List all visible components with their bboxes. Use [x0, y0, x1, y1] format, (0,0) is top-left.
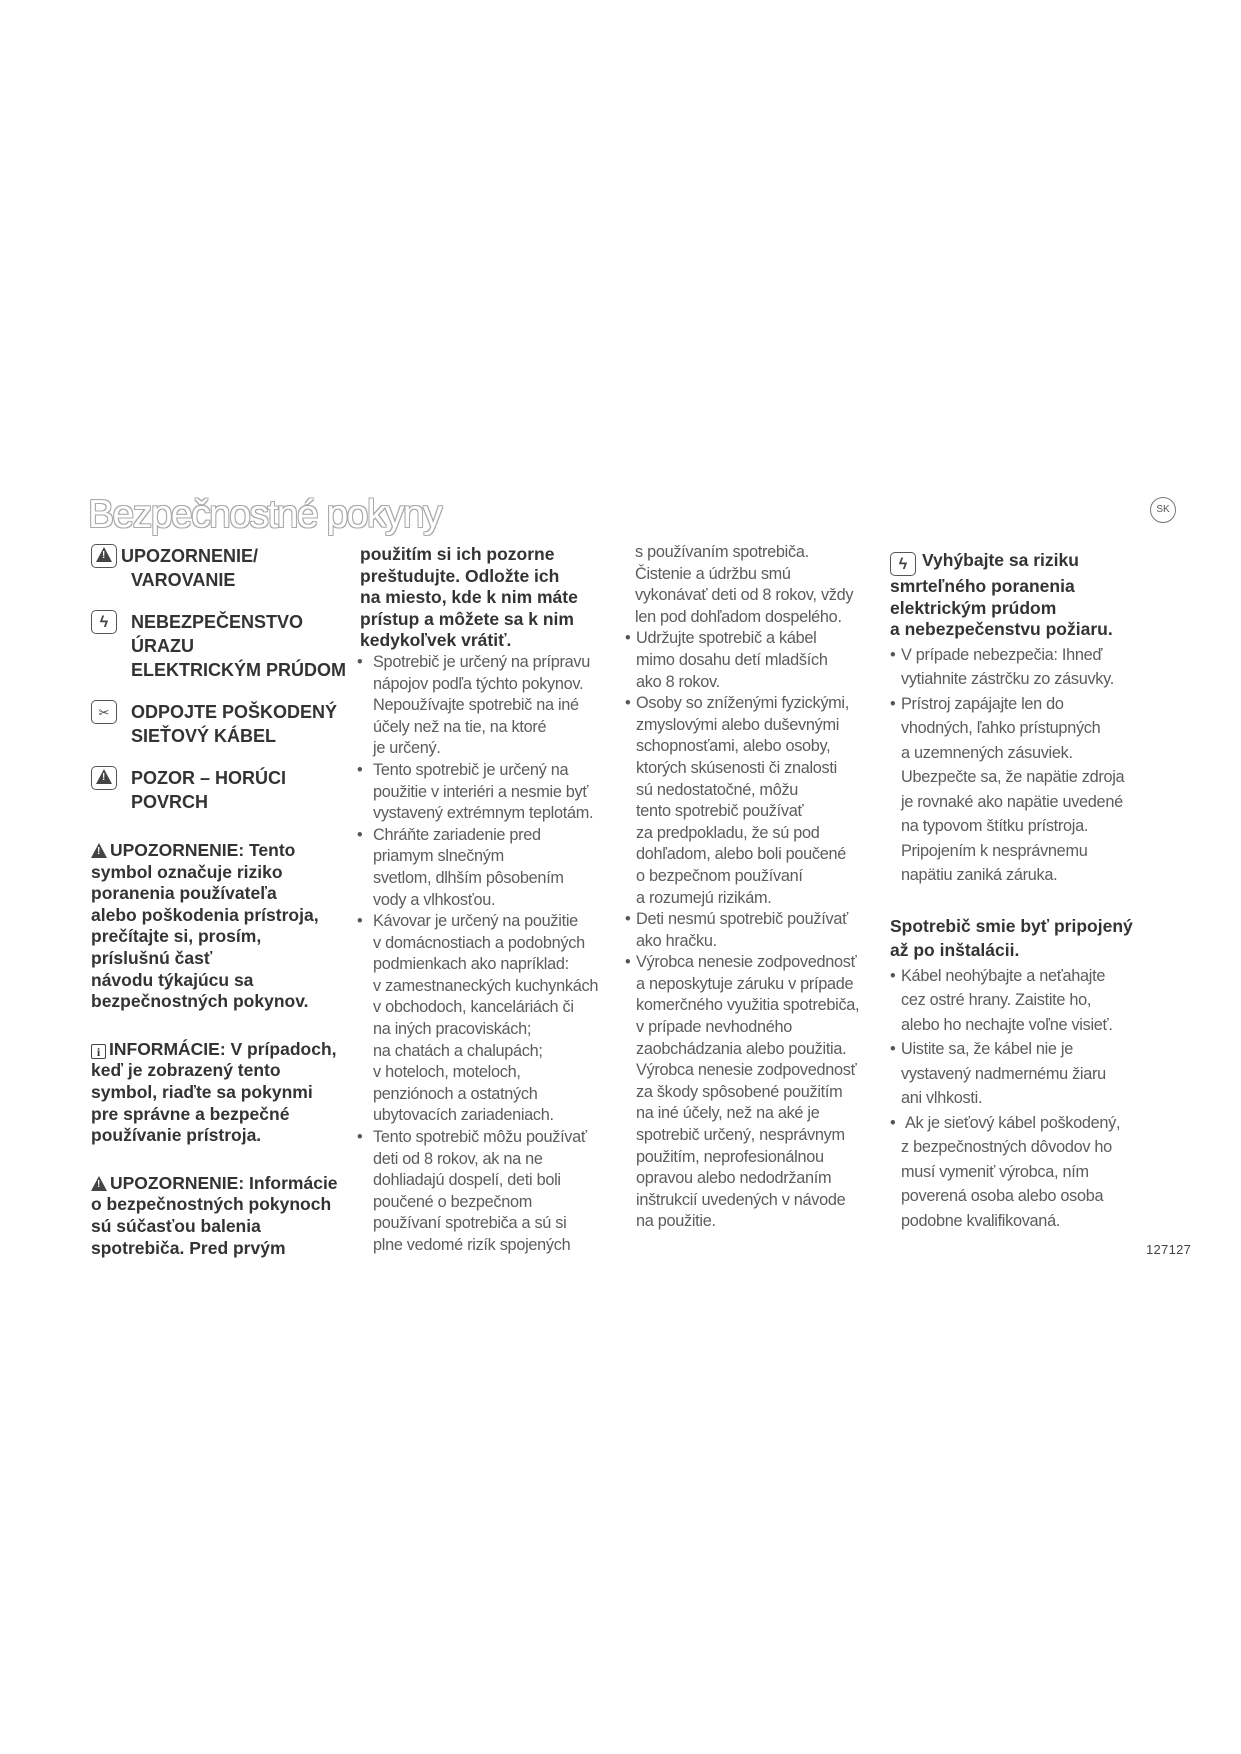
list-item: • Deti nesmú spotrebič používať ako hračku. — [625, 909, 881, 952]
lightning-icon: ϟ — [91, 610, 117, 634]
list-item: • Tento spotrebič môžu používať deti od 8 rokov, ak na ne dohliadajú dospelí, deti boli poučené o bezpečnom používaní spotrebiča a sú si plne vedomé rizík spojených — [357, 1127, 617, 1257]
header-warning: ! UPOZORNENIE/ VAROVANIE — [91, 544, 361, 592]
list-item: • Ak je sieťový kábel poškodený, z bezpečnostných dôvodov ho musí vymeniť výrobca, ním poverená osoba alebo osoba podobne kvalifikovaná. — [890, 1111, 1140, 1234]
list-item: • Tento spotrebič je určený na použitie v interiéri a nesmie byť vystavený extrémnym teplotám. — [357, 760, 617, 825]
list-item: • V prípade nebezpečia: Ihneď vytiahnite zástrčku zo zásuvky. — [890, 643, 1140, 692]
column-4 — [890, 550, 1140, 1233]
section-heading-installation: Spotrebič smie byť pripojený až po inštalácii. — [890, 915, 1133, 960]
info-icon: i — [91, 1044, 106, 1059]
list-item: • Výrobca nenesie zodpovednosť a neposkytuje záruku v prípade komerčného využitia spotrebiča, v prípade nevhodného zaobchádzania alebo použitia. Výrobca nenesie zodpovednosť za škody spôsobené použitím na iné účely, než na aké je spotrebič určený, nesprávnym použitím, neprofesionálnou opravou alebo nedodržaním inštrukcií uvedených v návode na použitie. — [625, 952, 881, 1233]
list-item: • Spotrebič je určený na prípravu nápojov podľa týchto pokynov. Nepoužívajte spotrebič na iné účely než na tie, na ktoré je určený. — [357, 652, 617, 760]
list-item: • Kávovar je určený na použitie v domácnostiach a podobných podmienkach ako napríklad: v zamestnaneckých kuchynkách v obchodoch, kanceláriách či na iných pracoviskách; na chatách a chalupách; v hoteloch, moteloch, penziónoch a ostatných ubytovacích zariadeniach. — [357, 911, 617, 1127]
para-warning: !UPOZORNENIE: Tento symbol označuje riziko poranenia používateľa alebo poškodenia prístroja, prečítajte si, prosím, príslušnú časť návodu týkajúcu sa bezpečnostných pokynov. — [91, 840, 361, 1013]
continued-paragraph: s používaním spotrebiča. Čistenie a údržbu smú vykonávať deti od 8 rokov, vždy len pod dohľadom dospelého. — [635, 543, 854, 626]
damaged-cable-icon: ✂ — [91, 700, 117, 724]
bullet-list — [625, 628, 881, 1233]
language-badge: SK — [1150, 497, 1176, 523]
list-item: • Kábel neohýbajte a neťahajte cez ostré hrany. Zaistite ho, alebo ho nechajte voľne visieť. — [890, 964, 1140, 1038]
header-damaged-cable: ✂ ODPOJTE POŠKODENÝ SIEŤOVÝ KÁBEL — [91, 700, 361, 748]
warning-triangle-icon — [91, 843, 107, 858]
list-item: • Prístroj zapájajte len do vhodných, ľahko prístupných a uzemnených zásuviek. Ubezpečte sa, že napätie zdroja je rovnaké ako napätie uvedené na typovom štítku prístroja. Pripojením k nesprávnemu napätiu zaniká záruka. — [890, 692, 1140, 888]
lightning-icon: ϟ — [890, 552, 916, 576]
list-item: • Uistite sa, že kábel nie je vystavený nadmernému žiaru ani vlhkosti. — [890, 1037, 1140, 1111]
document-code: 127127 — [1146, 1242, 1192, 1257]
column-3 — [629, 542, 881, 1233]
para-info: i INFORMÁCIE: V prípadoch, keď je zobrazený tento symbol, riaďte sa pokynmi pre správne a bezpečné používanie prístroja. — [91, 1038, 337, 1146]
list-item: • Udržujte spotrebič a kábel mimo dosahu detí mladších ako 8 rokov. — [625, 628, 881, 693]
column-2 — [357, 544, 617, 1257]
hot-surface-icon — [91, 766, 117, 790]
column-1 — [91, 544, 361, 1259]
list-item: • Chráňte zariadenie pred priamym slnečným svetlom, dlhším pôsobením vody a vlhkosťou. — [357, 825, 617, 911]
page-title: Bezpečnostné pokyny — [88, 493, 442, 536]
bullet-list — [890, 643, 1140, 888]
section-heading-electric: ϟ Vyhýbajte sa riziku smrteľného poranenia elektrickým prúdom a nebezpečenstvu požiaru. — [890, 550, 1113, 640]
bullet-list — [890, 964, 1140, 1234]
para-warning-2: !UPOZORNENIE: Informácie o bezpečnostných pokynoch sú súčasťou balenia spotrebiča. Pred prvým — [91, 1173, 361, 1259]
intro-paragraph: použitím si ich pozorne preštudujte. Odložte ich na miesto, kde k nim máte prístup a môžete sa k nim kedykoľvek vrátiť. — [360, 544, 578, 651]
warning-triangle-icon — [91, 1176, 107, 1191]
header-electric-shock: ϟ NEBEZPEČENSTVO ÚRAZU ELEKTRICKÝM PRÚDOM — [91, 610, 361, 682]
header-hot-surface: ! POZOR – HORÚCI POVRCH — [91, 766, 361, 814]
bullet-list — [357, 652, 617, 1257]
list-item: • Osoby so zníženými fyzickými, zmyslovými alebo duševnými schopnosťami, alebo osoby, ktorých skúsenosti či znalosti sú nedostatočné, môžu tento spotrebič používať za predpokladu, že sú pod dohľadom, alebo boli poučené o bezpečnom používaní a rozumejú rizikám. — [625, 693, 881, 909]
warning-triangle-icon — [91, 544, 117, 568]
